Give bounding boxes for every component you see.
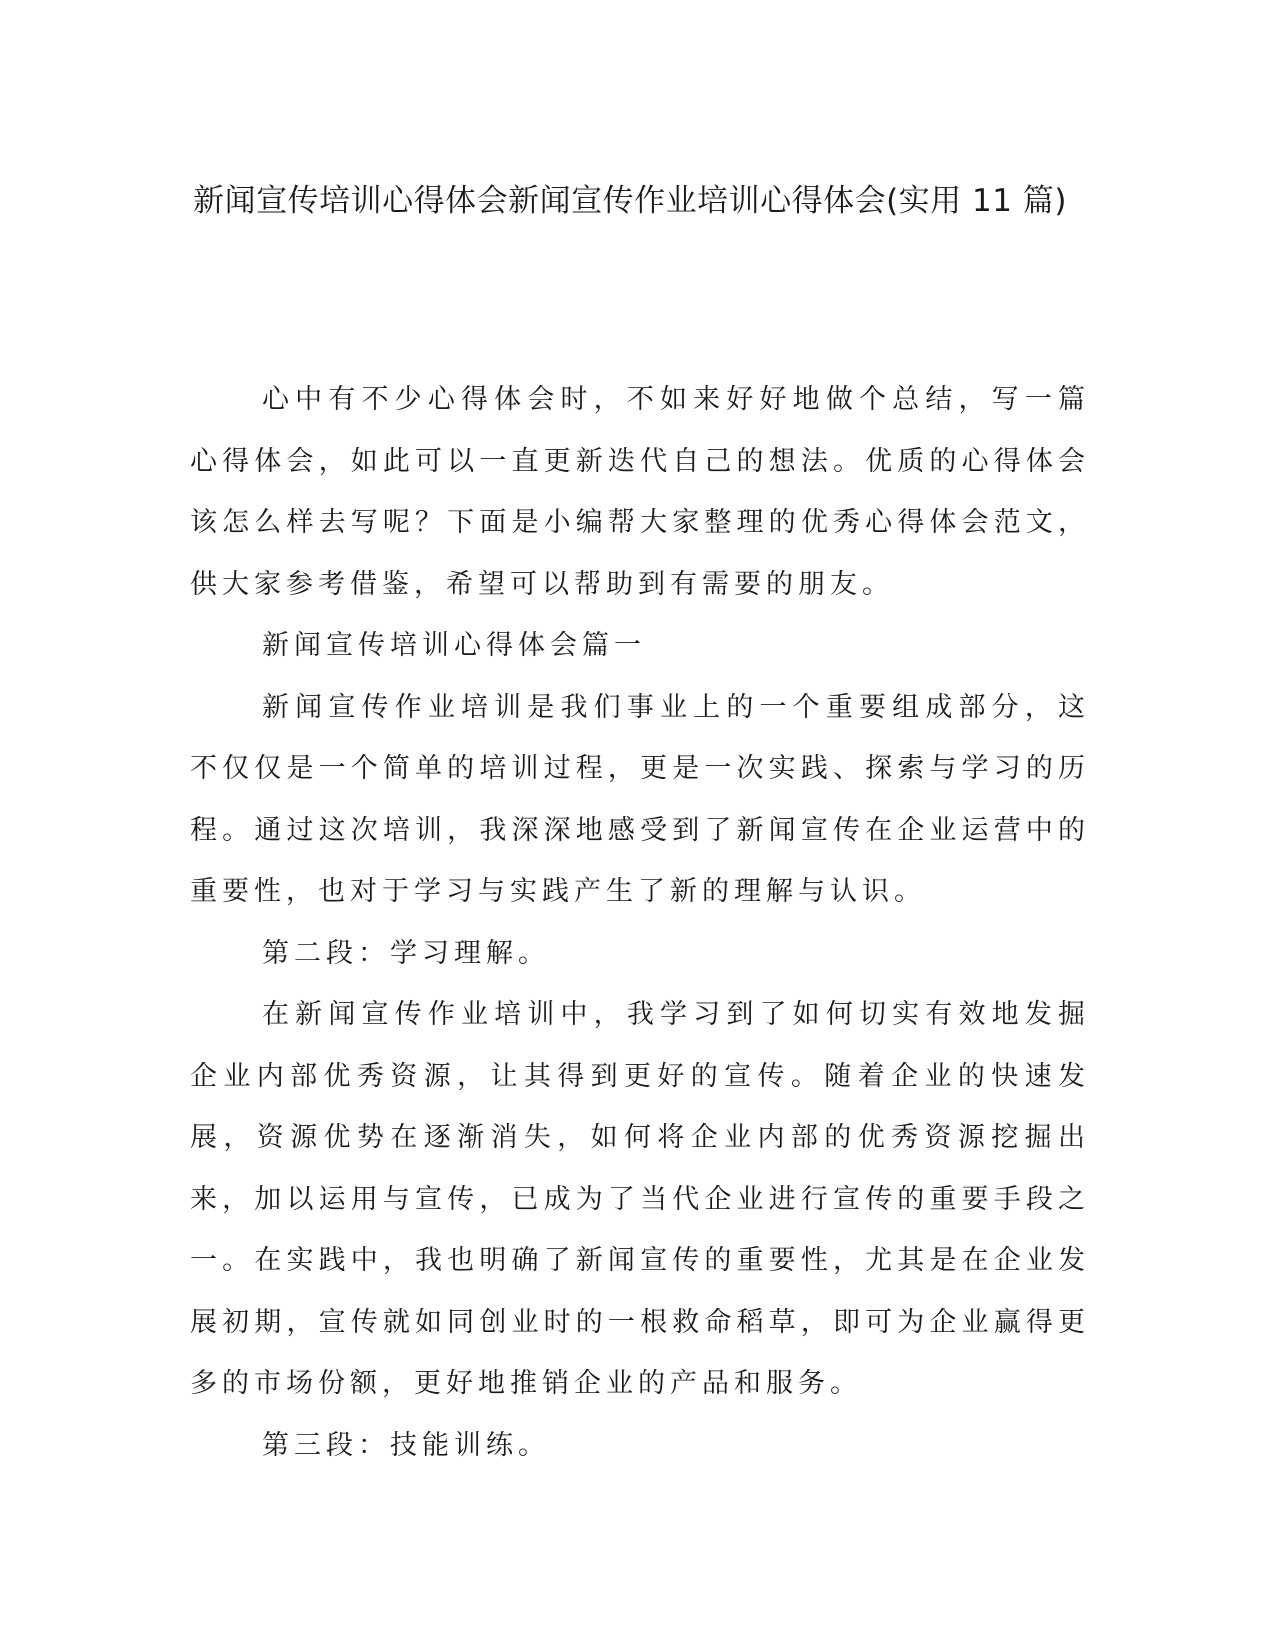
document-title: 新闻宣传培训心得体会新闻宣传作业培训心得体会(实用 11 篇): [193, 183, 1067, 219]
body-paragraph: 新闻宣传作业培训是我们事业上的一个重要组成部分，这不仅仅是一个简单的培训过程，更是一次实践、探索与学习的历程。通过这次培训，我深深地感受到了新闻宣传在企业运营中的重要性，也对于学习与实践产生了新的理解与认识。: [190, 691, 1090, 907]
document-body: [190, 369, 1090, 1476]
body-paragraph: 在新闻宣传作业培训中，我学习到了如何切实有效地发掘企业内部优秀资源，让其得到更好的宣传。随着企业的快速发展，资源优势在逐渐消失，如何将企业内部的优秀资源挖掘出来，加以运用与宣传，已成为了当代企业进行宣传的重要手段之一。在实践中，我也明确了新闻宣传的重要性，尤其是在企业发展初期，宣传就如同创业时的一根救命稻草，即可为企业赢得更多的市场份额，更好地推销企业的产品和服务。: [190, 999, 1090, 1399]
section-heading-third: 第三段：技能训练。: [262, 1429, 550, 1461]
intro-paragraph: 心中有不少心得体会时，不如来好好地做个总结，写一篇心得体会，如此可以一直更新迭代自己的想法。优质的心得体会该怎么样去写呢？下面是小编帮大家整理的优秀心得体会范文，供大家参考借鉴，希望可以帮助到有需要的朋友。: [190, 384, 1090, 600]
section-heading-part-one: 新闻宣传培训心得体会篇一: [262, 630, 646, 661]
section-heading-second: 第二段：学习理解。: [262, 937, 550, 969]
